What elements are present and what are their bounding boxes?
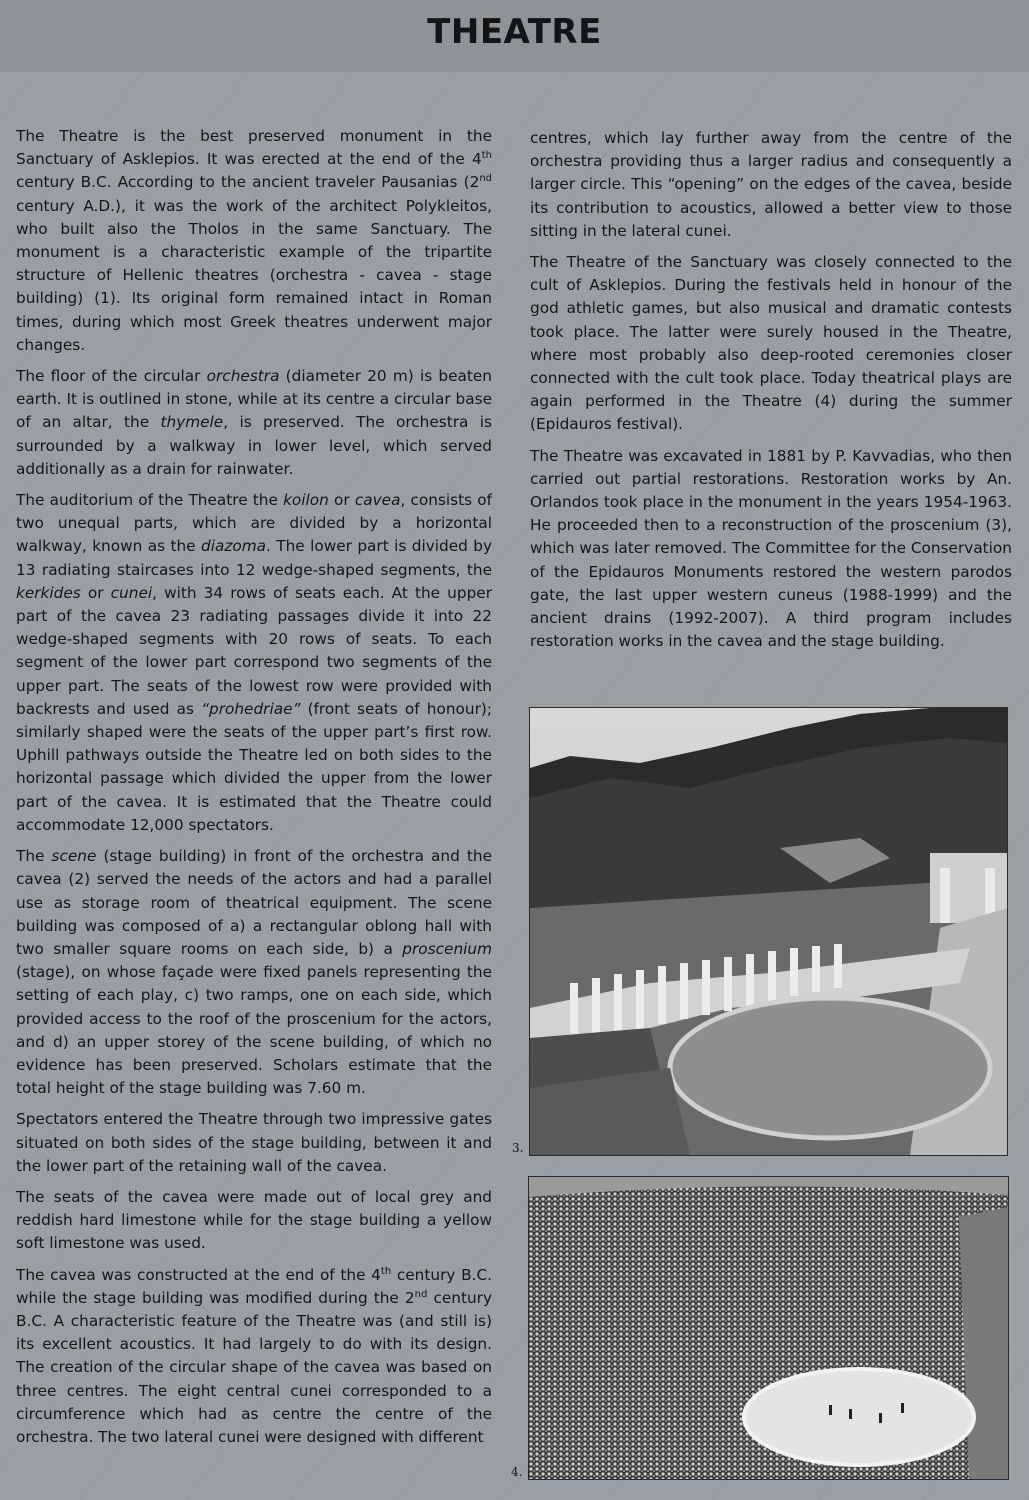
paragraph-intro: The Theatre is the best preserved monument in the Sanctuary of Asklepios. It was erected at the end of the 4th century B.C. According to the ancient traveler Pausanias (2nd century A.D.), it was the work of the architect Polykleitos, who built also the Tholos in the same Sanctuary. The monument is a characteristic example of the tripartite structure of Hellenic theatres (orchestra - cavea - stage building) (1). Its original form remained intact in Roman times, during which most Greek theatres underwent major changes. (16, 127, 492, 354)
photo-proscenium (529, 707, 1008, 1156)
paragraph-excavation: The Theatre was excavated in 1881 by P. Kavvadias, who then carried out partial restorations. Restoration works by An. Orlandos took place in the monument in the years 1954-1963. He proceeded then to a reconstruction of the proscenium (3), which was later removed. The Committee for the Conservation of the Epidauros Monuments restored the western parodos gate, the last upper western cuneus (1988-1999) and the ancient drains (1992-2007). A third program includes restoration works in the cavea and the stage building. (530, 446, 1012, 651)
photo-audience (528, 1176, 1009, 1480)
paragraph-gates: Spectators entered the Theatre through two impressive gates situated on both sides of the stage building, between it and the lower part of the retaining wall of the cavea. (16, 1110, 492, 1175)
paragraph-scene: The scene (stage building) in front of the orchestra and the cavea (2) served the needs of the actors and had a parallel use as storage room of theatrical equipment. The scene building was composed of a) a rectangular oblong hall with two smaller square rooms on each side, b) a proscenium (stage), on whose façade were fixed panels representing the setting of each play, c) two ramps, one on each side, which provided access to the roof of the proscenium for the actors, and d) an upper storey of the scene building, of which no evidence has been preserved. Scholars estimate that the total height of the stage building was 7.60 m. (16, 847, 492, 1098)
figure-4-caption: 4. (511, 1465, 523, 1479)
photo-audience-image (529, 1177, 1008, 1479)
left-column (16, 125, 492, 1457)
paragraph-auditorium: The auditorium of the Theatre the koilon or cavea, consists of two unequal parts, which are divided by a horizontal walkway, known as the diazoma. The lower part is divided by 13 radiating staircases into 12 wedge-shaped segments, the kerkides or cunei, with 34 rows of seats each. At the upper part of the cavea 23 radiating passages divide it into 22 wedge-shaped segments with 20 rows of seats. To each segment of the lower part correspond two segments of the upper part. The seats of the lowest row were provided with backrests and used as “prohedriae” (front seats of honour); similarly shaped were the seats of the upper part’s first row. Uphill pathways outside the Theatre led on both sides to the horizontal passage which divided the upper from the lower part of the cavea. It is estimated that the Theatre could accommodate 12,000 spectators. (16, 491, 492, 834)
header-band (0, 0, 1029, 72)
paragraph-cult: The Theatre of the Sanctuary was closely connected to the cult of Asklepios. During the festivals held in honour of the god athletic games, but also musical and dramatic contests took place. The latter were surely housed in the Theatre, where most probably also deep-rooted ceremonies closer connected with the cult took place. Today theatrical plays are again performed in the Theatre (4) during the summer (Epidauros festival). (530, 253, 1012, 434)
page-title: THEATRE (427, 12, 602, 52)
photo-proscenium-image (530, 708, 1007, 1155)
paragraph-acoustics: The cavea was constructed at the end of the 4th century B.C. while the stage building was modified during the 2nd century B.C. A characteristic feature of the Theatre was (and still is) its excellent acoustics. It had largely to do with its design. The creation of the circular shape of the cavea was based on three centres. The eight central cunei corresponded to a circumference which had as centre the centre of the orchestra. The two lateral cunei were designed with different (16, 1265, 492, 1446)
paragraph-limestone: The seats of the cavea were made out of local grey and reddish hard limestone while for the stage building a yellow soft limestone was used. (16, 1187, 492, 1253)
right-column (530, 127, 1012, 661)
figure-3-caption: 3. (512, 1141, 524, 1155)
paragraph-centres: centres, which lay further away from the centre of the orchestra providing thus a larger radius and consequently a larger circle. This “opening” on the edges of the cavea, beside its contribution to acoustics, allowed a better view to those sitting in the lateral cunei. (530, 129, 1012, 240)
paragraph-orchestra: The floor of the circular orchestra (diameter 20 m) is beaten earth. It is outlined in stone, while at its centre a circular base of an altar, the thymele, is preserved. The orchestra is surrounded by a walkway in lower level, which served additionally as a drain for rainwater. (16, 367, 492, 478)
